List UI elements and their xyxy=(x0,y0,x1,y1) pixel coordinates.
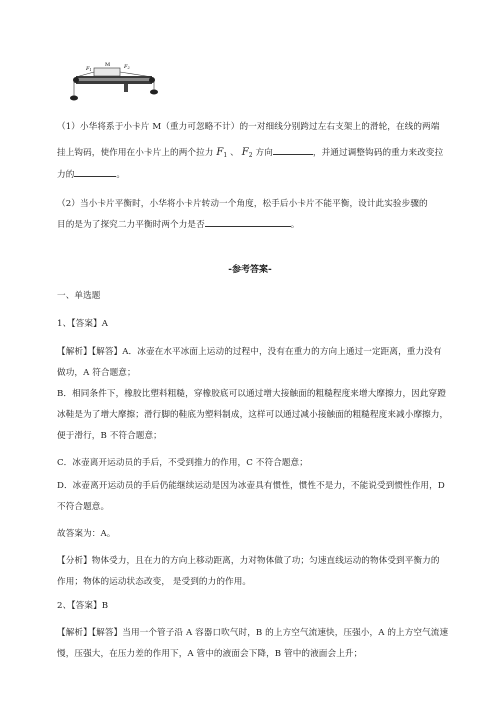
q1-line3-a: 力的 xyxy=(57,170,75,180)
a1-head: 1、【答案】A xyxy=(57,319,109,329)
label-m: M xyxy=(105,62,111,68)
force-f1-symbol: $F_1$ xyxy=(216,147,228,159)
q2-line1: （2）当小卡片平衡时，小华将小卡片转动一个角度，松手后小卡片不能平衡，设计此实验步骤的 xyxy=(57,199,428,209)
a1-conclusion: 故答案为：A。 xyxy=(57,529,116,539)
left-weight xyxy=(70,96,78,101)
a1-p4-l1: D．冰壶离开运动员的手后仍能继续运动是因为冰壶具有惯性，惯性不是力，不能说受到惯性作用，D xyxy=(57,481,445,491)
q1-line2-c: ，并通过调整钩码的重力来改变拉 xyxy=(312,148,444,158)
a1-analysis-l2: 作用；物体的运动状态改变， 是受到的力的作用。 xyxy=(57,577,252,587)
a1-p2-l1: B．相同条件下，橡胶比塑料粗糙，穿橡胶底可以通过增大接触面的粗糙程度来增大摩擦力，因此穿蹬 xyxy=(57,389,446,399)
label-f2: $F_2$ xyxy=(124,64,130,70)
force-f2-symbol: $F_2$ xyxy=(241,147,253,159)
q2-blank-line[interactable] xyxy=(205,216,291,227)
q1-line2 xyxy=(57,142,467,166)
a1-p2-l2: 冰鞋是为了增大摩擦；滑行脚的鞋底为塑料制成，这样可以通过减小接触面的粗糙程度来减小摩擦力， xyxy=(57,410,449,420)
a1-p2-l3: 便于滑行，B 不符合题意； xyxy=(57,431,162,441)
q1-line2-b: 方向 xyxy=(255,148,273,158)
a2-p1-l2: 慢，压强大，在压力差的作用下，A 管中的液面会下降，B 管中的液面会上升； xyxy=(57,649,363,659)
q1-line3 xyxy=(57,165,467,186)
q2-line2-b: 。 xyxy=(290,220,300,230)
a1-p4-l2: 不符合题意。 xyxy=(57,502,110,512)
q1-line3-b: 。 xyxy=(116,170,126,180)
experiment-figure xyxy=(66,56,166,106)
q1-line2-a: 挂上钩码，使作用在小卡片上的两个拉力 xyxy=(57,148,214,158)
q1-blank-magnitude[interactable] xyxy=(74,166,116,177)
q2-line2-a: 目的是为了探究二力平衡时两个力是否 xyxy=(57,220,205,230)
a1-p1-l1: 【解析】【解答】A．冰壶在水平冰面上运动的过程中，没有在重力的方向上通过一定距离，重力没有 xyxy=(57,347,442,357)
a2-p1-l1: 【解析】【解答】当用一个管子沿 A 容器口吹气时，B 的上方空气流速快，压强小，A 的上方空气流速 xyxy=(57,628,449,638)
a1-p1-l2: 做功，A 符合题意； xyxy=(57,368,136,378)
q2-line2 xyxy=(57,215,467,236)
label-f1: $F_1$ xyxy=(86,66,92,72)
section-heading: 一、单选题 xyxy=(57,291,101,301)
right-weight xyxy=(150,90,158,95)
small-card xyxy=(94,68,120,76)
a1-analysis-l1: 【分析】物体受力，且在力的方向上移动距离，力对物体做了功；匀速直线运动的物体受到平衡力的 xyxy=(57,556,440,566)
q1-blank-direction[interactable] xyxy=(273,144,313,155)
separator: 、 xyxy=(230,148,239,158)
answer-title: -参考答案- xyxy=(228,265,272,275)
a1-p3: C．冰壶离开运动员的手后，不受到推力的作用，C 不符合题意； xyxy=(57,458,308,468)
a2-head: 2、【答案】B xyxy=(57,601,109,611)
q1-line1: （1）小华将系于小卡片 M（重力可忽略不计）的一对细线分别跨过左右支架上的滑轮，在线的两端 xyxy=(57,122,440,132)
